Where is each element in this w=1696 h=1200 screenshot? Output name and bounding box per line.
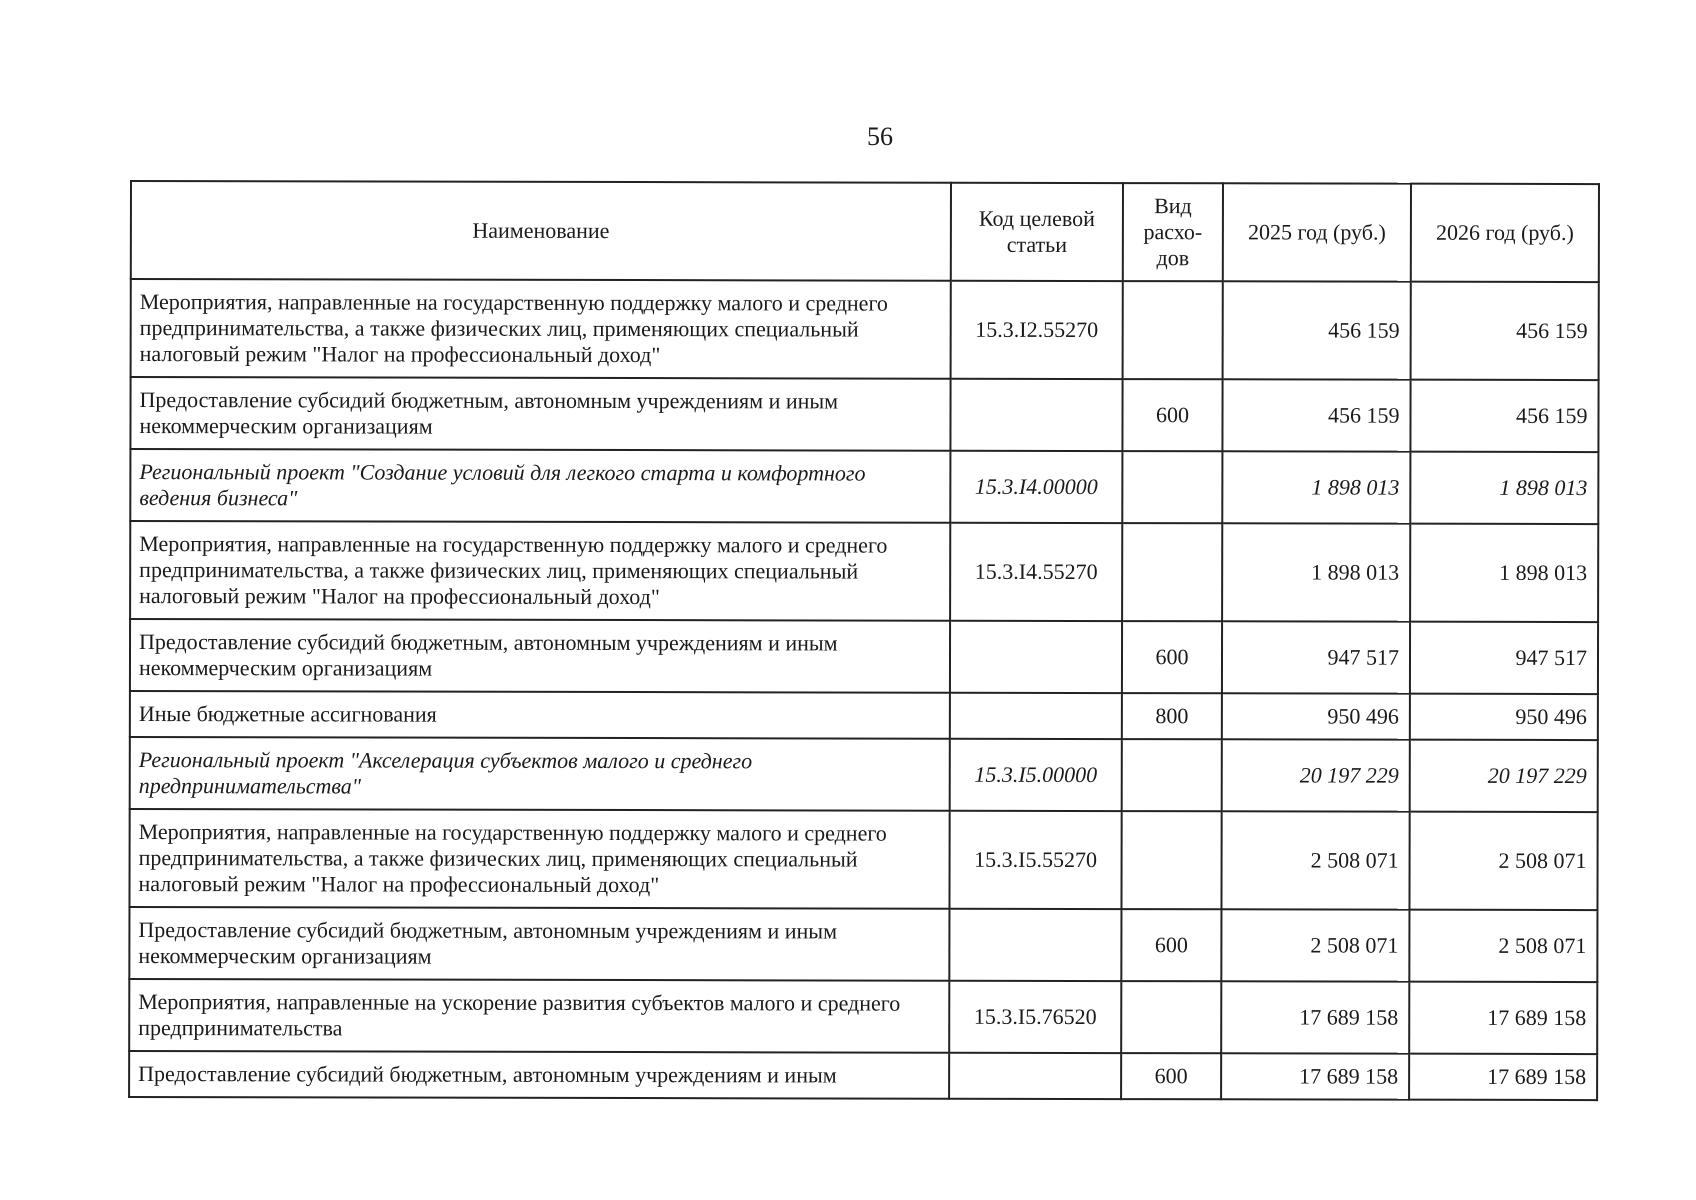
row-name: Региональный проект "Создание условий для легкого старта и комфортного ведения бизнеса": [130, 449, 950, 523]
row-name: Мероприятия, направленные на государственную поддержку малого и среднего предпринимательства, а также физических лиц, применяющих специальный налоговый режим "Налог на профессиональный доход": [131, 279, 951, 379]
row-kind: [1123, 281, 1223, 379]
row-name: Предоставление субсидий бюджетным, автономным учреждениям и иным: [129, 1051, 949, 1099]
row-year-2026: 2 508 071: [1409, 812, 1597, 910]
table-row: [129, 907, 1597, 982]
table-header-row: [131, 181, 1599, 282]
row-kind: 600: [1121, 1053, 1221, 1099]
row-year-2026: 2 508 071: [1409, 910, 1597, 982]
header-code: Код целевой статьи: [951, 183, 1123, 281]
table-row-project: [130, 449, 1598, 524]
budget-table: [128, 180, 1600, 1101]
row-year-2025: 456 159: [1223, 281, 1411, 379]
row-year-2026: 950 496: [1410, 694, 1598, 740]
row-kind: 600: [1122, 621, 1222, 693]
row-year-2025: 1 898 013: [1222, 523, 1410, 621]
row-year-2025: 17 689 158: [1221, 1053, 1409, 1099]
table-row: [130, 377, 1598, 452]
header-year-2025: 2025 год (руб.): [1223, 183, 1411, 281]
row-code: 15.3.I5.76520: [949, 981, 1121, 1053]
row-code: [949, 909, 1121, 981]
row-code: [950, 621, 1122, 693]
row-name: Предоставление субсидий бюджетным, автономным учреждениям и иным некоммерческим организациям: [129, 907, 949, 981]
row-year-2026: 947 517: [1410, 622, 1598, 694]
row-code: [950, 379, 1122, 451]
row-year-2025: 950 496: [1222, 693, 1410, 739]
row-year-2026: 456 159: [1411, 282, 1599, 380]
table-row: [129, 1051, 1597, 1100]
row-kind: [1122, 523, 1222, 621]
row-code: [949, 1053, 1121, 1099]
row-year-2025: 456 159: [1222, 379, 1410, 451]
row-year-2026: 17 689 158: [1409, 982, 1597, 1054]
row-kind: [1122, 739, 1222, 811]
row-code: 15.3.I2.55270: [951, 281, 1123, 379]
row-kind: [1121, 811, 1221, 909]
row-code: 15.3.I5.00000: [950, 739, 1122, 811]
row-year-2025: 2 508 071: [1221, 909, 1409, 981]
page-number: 56: [867, 122, 893, 151]
row-year-2026: 1 898 013: [1410, 524, 1598, 622]
row-year-2025: 20 197 229: [1222, 739, 1410, 811]
row-year-2025: 1 898 013: [1222, 451, 1410, 523]
row-kind: 800: [1122, 693, 1222, 739]
row-year-2025: 17 689 158: [1221, 981, 1409, 1053]
row-name: Региональный проект "Акселерация субъектов малого и среднего предпринимательства": [130, 737, 950, 811]
row-year-2025: 947 517: [1222, 621, 1410, 693]
row-year-2026: 1 898 013: [1410, 452, 1598, 524]
header-kind: Вид расхо-дов: [1123, 183, 1223, 281]
row-code: 15.3.I4.00000: [950, 451, 1122, 523]
row-name: Иные бюджетные ассигнования: [130, 691, 950, 739]
row-year-2026: 17 689 158: [1409, 1054, 1597, 1100]
row-kind: [1121, 981, 1221, 1053]
table-row: [130, 521, 1598, 622]
row-kind: [1122, 451, 1222, 523]
table-row: [131, 279, 1599, 380]
row-name: Мероприятия, направленные на государственную поддержку малого и среднего предпринимательства, а также физических лиц, применяющих специальный налоговый режим "Налог на профессиональный доход": [130, 521, 950, 621]
table-row: [130, 691, 1598, 740]
row-name: Предоставление субсидий бюджетным, автономным учреждениям и иным некоммерческим организациям: [130, 377, 950, 451]
row-name: Мероприятия, направленные на государственную поддержку малого и среднего предпринимательства, а также физических лиц, применяющих специальный налоговый режим "Налог на профессиональный доход": [129, 809, 949, 909]
row-year-2026: 456 159: [1410, 380, 1598, 452]
row-name: Предоставление субсидий бюджетным, автономным учреждениям и иным некоммерческим организациям: [130, 619, 950, 693]
row-code: 15.3.I5.55270: [949, 811, 1121, 909]
table-row: [130, 619, 1598, 694]
header-year-2026: 2026 год (руб.): [1411, 184, 1599, 282]
header-name: Наименование: [131, 181, 951, 281]
table-row: [129, 979, 1597, 1054]
row-code: [950, 693, 1122, 739]
row-year-2025: 2 508 071: [1221, 811, 1409, 909]
row-year-2026: 20 197 229: [1410, 740, 1598, 812]
table-row-project: [130, 737, 1598, 812]
row-kind: 600: [1121, 909, 1221, 981]
row-code: 15.3.I4.55270: [950, 523, 1122, 621]
row-name: Мероприятия, направленные на ускорение развития субъектов малого и среднего предпринимательства: [129, 979, 949, 1053]
table-row: [129, 809, 1597, 910]
row-kind: 600: [1122, 379, 1222, 451]
